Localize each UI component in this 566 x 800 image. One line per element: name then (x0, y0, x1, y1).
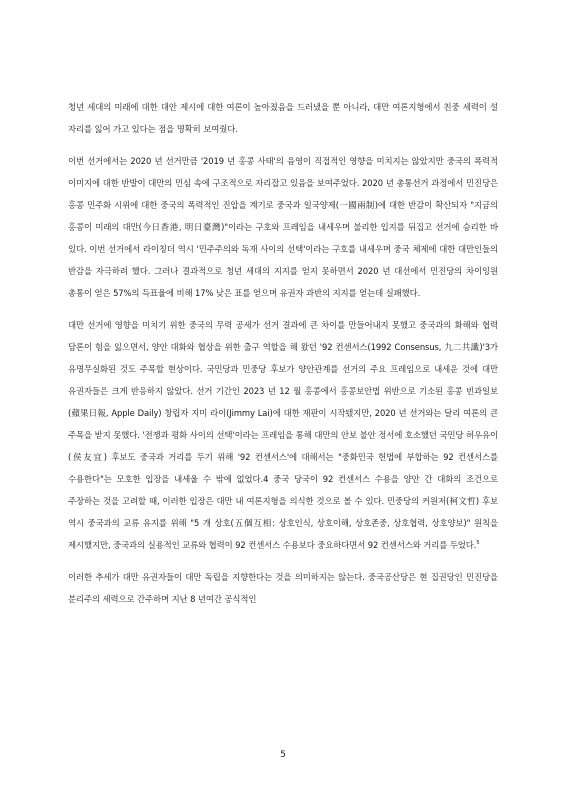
page-body (68, 96, 498, 620)
paragraph-3 (68, 314, 498, 556)
paragraph-text: 이번 선거에서는 2020 년 선거만큼 '2019 년 홍콩 사태'의 음영이 직접적인 영향을 미치지는 않았지만 중국의 폭력적 이미지에 대한 반발이 대만의 민심 속에 구조적으로 자리잡고 있음을 보여주었다. 2020 년 총통선거 과정에서 민진당은 홍콩 민주화 시위에 대한 중국의 폭력적인 진압을 계기로 중국과 일국양제(一國兩制)에 대한 반감이 확산되자 "지금의 홍콩이 미래의 대만(今日香港, 明日臺灣)"이라는 구호와 프레임을 내세우며 불리한 입지를 뒤집고 선거에 승리한 바 있다. 이번 선거에서 라이칭더 역시 '민주주의와 독재 사이의 선택'이라는 구호를 내세우며 중국 체제에 대한 대만인들의 반감을 자극하려 했다. 그러나 결과적으로 청년 세대의 지지를 얻지 못하면서 2020 년 대선에서 민진당의 차이잉원 총통이 얻은 57%의 득표율에 비해 17% 낮은 표를 얻으며 유권자 과반의 지지를 얻는데 실패했다. (68, 156, 498, 298)
paragraph-text: 청년 세대의 미래에 대한 대안 제시에 대한 여론이 높아졌음을 드러냈을 뿐 아니라, 대만 여론지형에서 친중 세력이 설 자리를 잃어 가고 있다는 점을 명확히 보여줬다. (68, 102, 498, 134)
paragraph-4 (68, 566, 498, 610)
paragraph-2 (68, 150, 498, 304)
footnote-marker: 5 (476, 540, 480, 547)
paragraph-1 (68, 96, 498, 140)
paragraph-text: 이러한 추세가 대만 유권자들이 대만 독립을 지향한다는 것을 의미하지는 않는다. 중국공산당은 현 집권당인 민진당을 분리주의 세력으로 간주하며 지난 8 년여간 공식적인 (68, 572, 498, 604)
page-number: 5 (280, 750, 286, 760)
paragraph-text: 대만 선거에 영향을 미치기 위한 중국의 무력 공세가 선거 결과에 큰 차이를 만들어내지 못했고 중국과의 화해와 협력 담론이 힘을 잃으면서, 양안 대화와 협상을 위한 출구 역할을 해 왔던 '92 컨센서스(1992 Consensus, 九二共識)'3가 유명무실화된 것도 주목할 현상이다. 국민당과 민중당 후보가 양안관계를 선거의 주요 프레임으로 내세운 것에 대만 유권자들은 크게 반응하지 않았다. 선거 기간인 2023 년 12 월 홍콩에서 홍콩보안법 위반으로 기소된 홍콩 빈과일보(蘋果日報, Apple Daily) 창립자 지미 라이(Jimmy Lai)에 대한 재판이 시작됐지만, 2020 년 선거와는 달리 여론의 큰 주목을 받지 못했다. '전쟁과 평화 사이의 선택'이라는 프레임을 통해 대만의 안보 불안 정서에 호소했던 국민당 허우유이(侯友宜) 후보도 중국과 거리를 두기 위해 '92 컨센서스'에 대해서는 "중화민국 헌법에 부합하는 92 컨센서스를 수용한다"는 모호한 입장을 내세울 수 밖에 없었다.4 중국 당국이 92 컨센서스 수용을 양안 간 대화의 조건으로 주장하는 것을 고려할 때, 이러한 입장은 대만 내 여론지형을 의식한 것으로 볼 수 있다. 민중당의 커원저(柯文哲) 후보 역시 중국과의 교류 유지를 위해 "5 개 상호(五個互相: 상호인식, 상호이해, 상호존중, 상호협력, 상호양보)" 원칙을 제시했지만, 중국과의 실용적인 교류와 협력이 92 컨센서스 수용보다 중요하다면서 92 컨센서스와 거리를 두었다. (68, 320, 498, 550)
